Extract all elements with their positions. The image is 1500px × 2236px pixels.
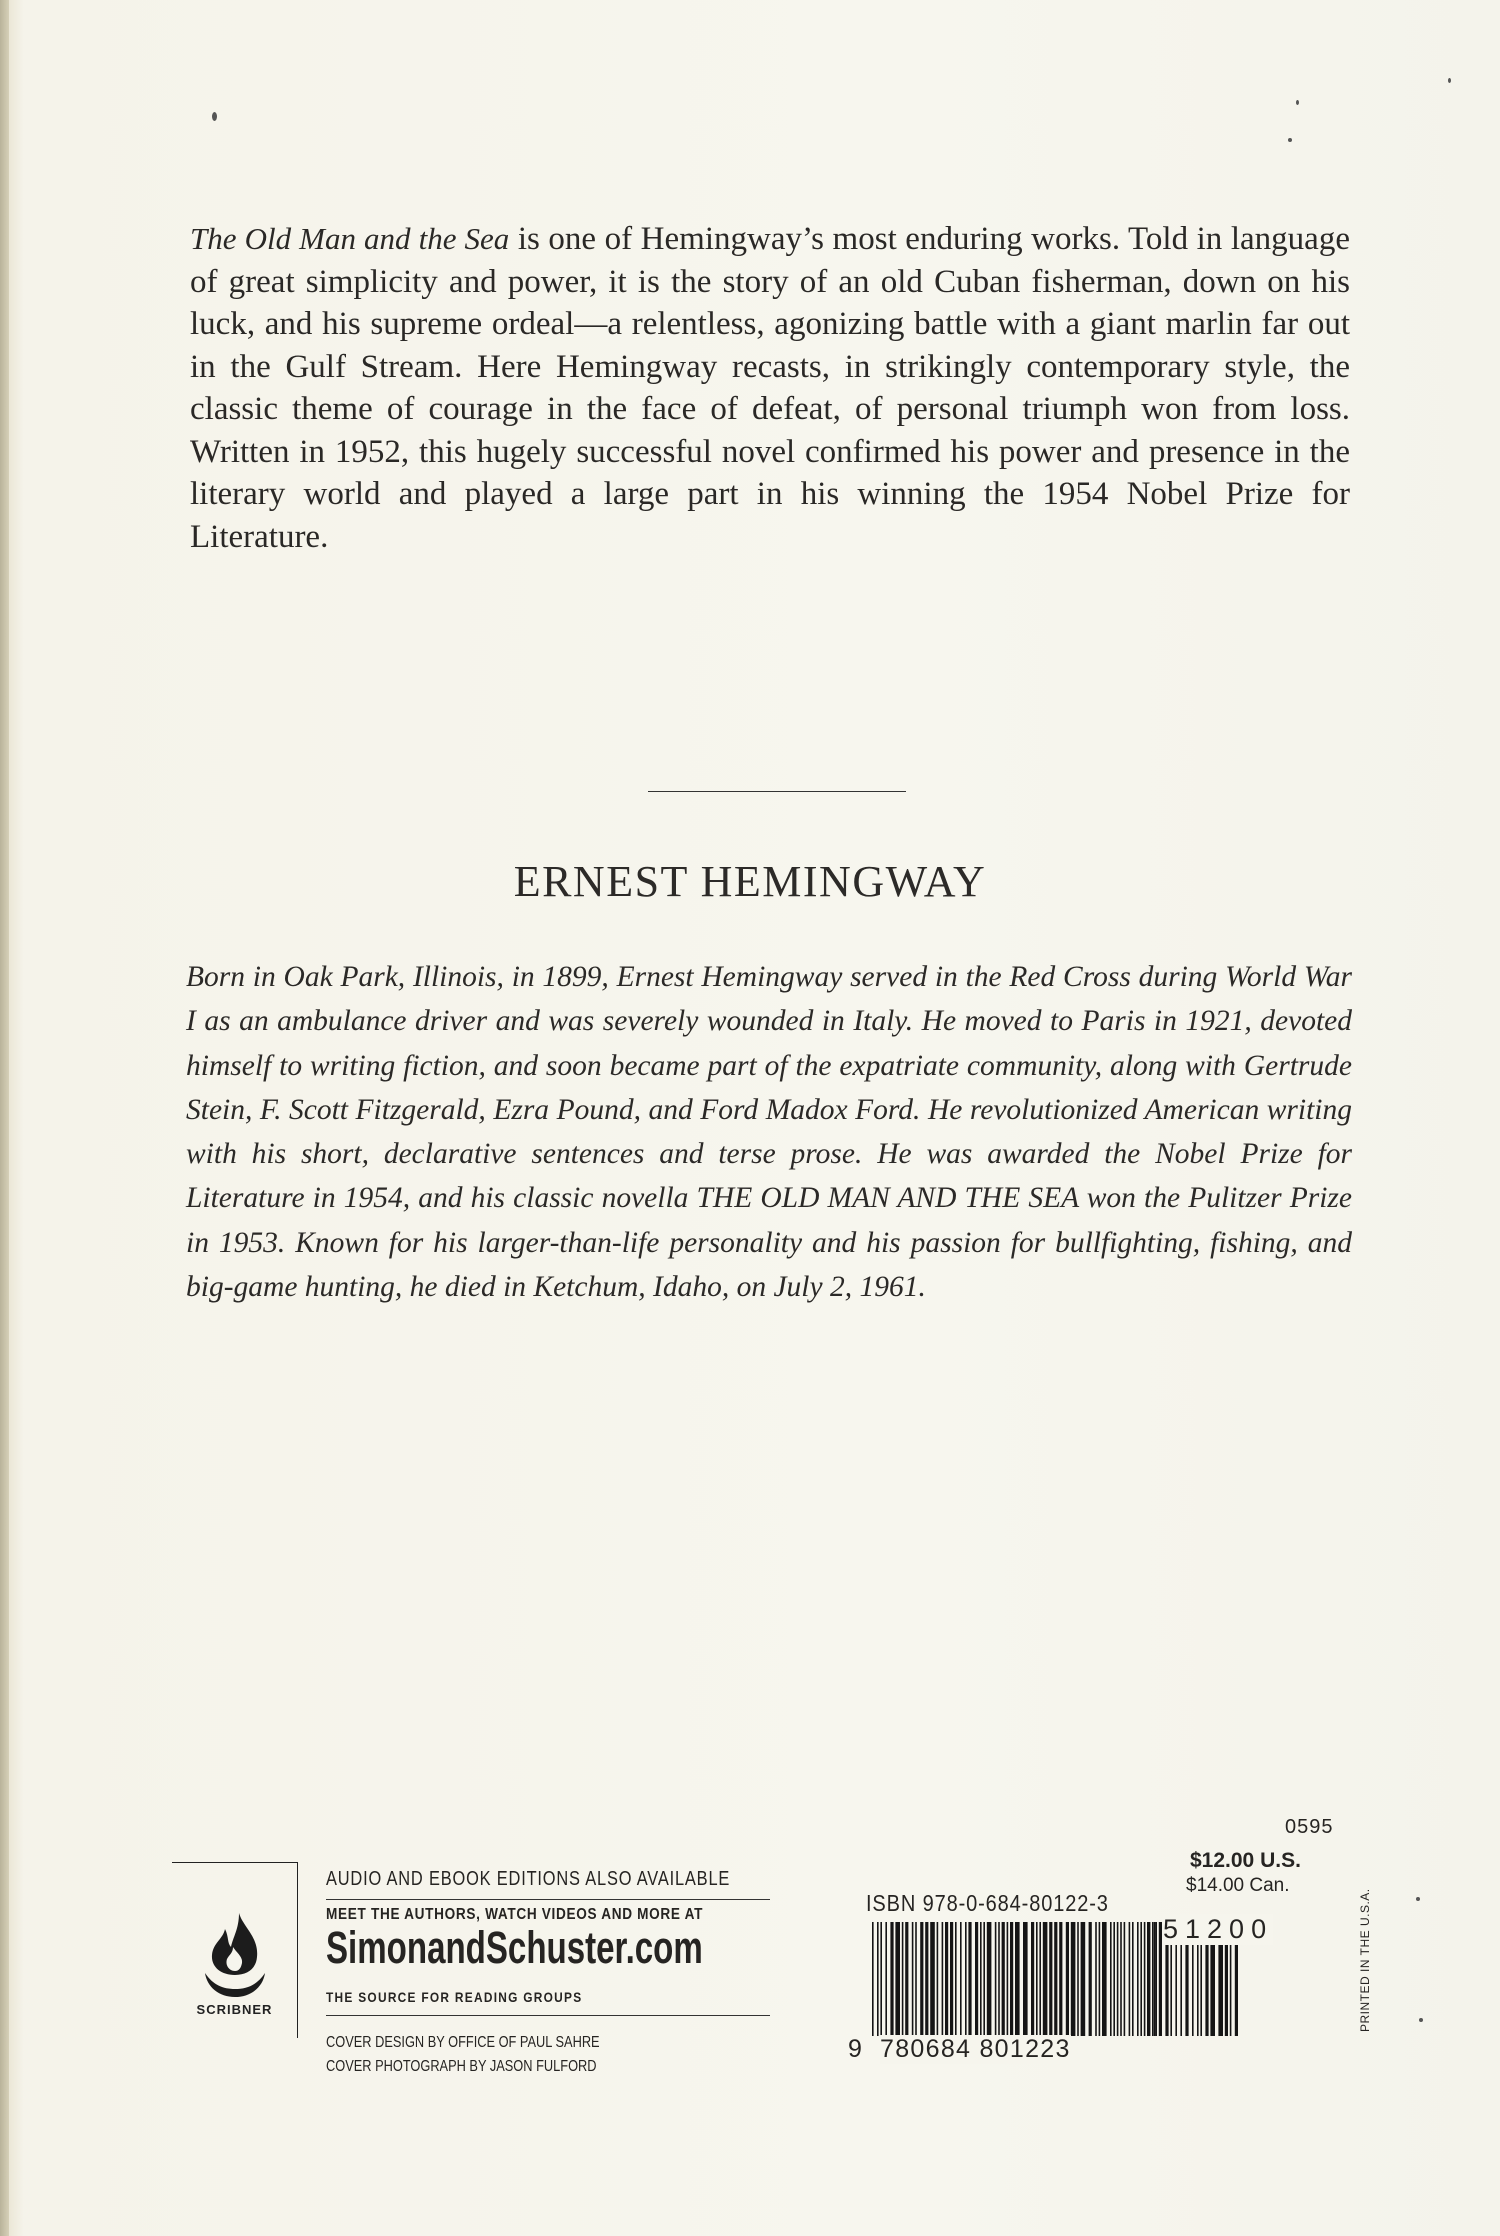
spine-edge: [0, 0, 9, 2236]
divider-line: [326, 1899, 770, 1900]
barcode-bar: [890, 1922, 893, 2036]
barcode-bar: [1043, 1922, 1048, 2036]
book-description-text: is one of Hemingway’s most enduring works. Told in language of great simplicity and power, it is the story of an old Cuban fisherman, down on his luck, and his supreme ordeal—a relentless, agonizing battle with a giant marlin far out in the Gulf Stream. Here Hemingway recasts, in strikingly contemporary style, the classic theme of courage in the face of defeat, of personal triumph won from loss. Written in 1952, this hugely successful novel confirmed his power and presence in the literary world and played a large part in his winning the 1954 Nobel Prize for Literature.: [190, 221, 1350, 555]
speck: [212, 112, 217, 121]
price-canada: $14.00 Can.: [1186, 1875, 1290, 1896]
barcode-bar: [1015, 1922, 1020, 2036]
barcode-bar: [955, 1922, 957, 2036]
barcode-bar: [1059, 1922, 1062, 2036]
barcode-bar: [885, 1922, 887, 2036]
barcode-bar: [1099, 1922, 1101, 2036]
reading-groups-tagline: THE SOURCE FOR READING GROUPS: [326, 1989, 583, 2005]
barcode-bar: [1117, 1922, 1119, 2036]
barcode-bar: [937, 1922, 939, 2036]
barcode-bar: [1140, 1922, 1142, 2036]
barcode-bar: [1155, 1922, 1157, 2036]
barcode-bar: [930, 1922, 935, 2036]
section-divider: [648, 791, 906, 792]
barcode-bar: [1002, 1922, 1005, 2036]
barcode-bar: [915, 1922, 917, 2036]
barcode-bar: [895, 1922, 900, 2036]
barcode-bar: [1102, 1922, 1107, 2036]
barcode-bar: [902, 1922, 904, 2036]
barcode-bar: [945, 1922, 948, 2036]
speck: [1416, 1897, 1420, 1901]
scribner-flame-icon: [199, 1911, 271, 1999]
barcode-bar: [1049, 1922, 1052, 2036]
barcode-bar: [965, 1922, 967, 2036]
barcode-bar: [1124, 1922, 1126, 2036]
barcode-bar: [1081, 1922, 1086, 2036]
speck: [1288, 138, 1292, 142]
barcode-bar: [968, 1922, 971, 2036]
barcode-bar: [1054, 1922, 1057, 2036]
price-supplement-digits: 51200: [1163, 1914, 1274, 1944]
speck: [1448, 78, 1451, 83]
price-code: 0595: [1285, 1816, 1334, 1838]
barcode-bar: [1129, 1922, 1131, 2036]
barcode-bar: [905, 1922, 908, 2036]
divider-line: [326, 2015, 770, 2016]
barcode-bar: [1071, 1922, 1076, 2036]
barcode-bar: [942, 1922, 944, 2036]
barcode-bar: [920, 1922, 923, 2036]
meet-authors-line: MEET THE AUTHORS, WATCH VIDEOS AND MORE AT: [326, 1906, 704, 1923]
price-us: $12.00 U.S.: [1190, 1849, 1301, 1872]
barcode-bar: [1159, 1922, 1162, 2036]
barcode-bar: [950, 1922, 953, 2036]
barcode-bar: [1120, 1922, 1122, 2036]
barcode-bar: [912, 1922, 914, 2036]
barcode-bar: [975, 1922, 978, 2036]
barcode-bar: [1137, 1922, 1139, 2036]
barcode-bar: [1077, 1922, 1079, 2036]
barcode-first-digit: 9: [848, 2035, 862, 2063]
barcode-bar: [1110, 1922, 1112, 2036]
barcode-bar: [1007, 1922, 1009, 2036]
publisher-website: SimonandSchuster.com: [326, 1922, 703, 1973]
barcode-bar: [1113, 1922, 1115, 2036]
barcode-bar: [872, 1922, 874, 2036]
barcode-bar: [1147, 1922, 1149, 2036]
printed-in-usa: PRINTED IN THE U.S.A.: [1358, 1888, 1372, 2032]
speck: [1296, 100, 1299, 105]
barcode-bar: [1039, 1922, 1041, 2036]
book-title-italic: The Old Man and the Sea: [190, 221, 510, 256]
barcode-bar: [1152, 1922, 1154, 2036]
cover-design-credit: COVER DESIGN BY OFFICE OF PAUL SAHRE: [326, 2034, 600, 2051]
barcode-bar: [987, 1922, 992, 2036]
audio-ebook-notice: AUDIO AND EBOOK EDITIONS ALSO AVAILABLE: [326, 1868, 731, 1890]
barcode-bar: [1023, 1922, 1028, 2036]
publisher-logo-box: [172, 1862, 298, 2038]
barcode-bar: [980, 1922, 982, 2036]
barcode-bar: [1089, 1922, 1092, 2036]
barcode-bar: [998, 1922, 1000, 2036]
barcode-bar: [1066, 1922, 1069, 2036]
cover-photo-credit: COVER PHOTOGRAPH BY JASON FULFORD: [326, 2058, 597, 2075]
barcode-bar: [1132, 1922, 1134, 2036]
author-biography: Born in Oak Park, Illinois, in 1899, Ernest Hemingway served in the Red Cross during World War I as an ambulance driver and was severely wounded in Italy. He moved to Paris in 1921, devoted himself to writing fiction, and soon became part of the expatriate community, along with Gertrude Stein, F. Scott Fitzgerald, Ezra Pound, and Ford Madox Ford. He revolutionized American writing with his short, declarative sentences and terse prose. He was awarded the Nobel Prize for Literature in 1954, and his classic novella THE OLD MAN AND THE SEA won the Pulitzer Prize in 1953. Known for his larger-than-life personality and his passion for bullfighting, fishing, and big-game hunting, he died in Ketchum, Idaho, on July 2, 1961.: [186, 961, 1352, 1304]
barcode-bar: [877, 1922, 879, 2036]
barcode-digits: 780684 801223: [880, 2035, 1071, 2063]
book-description: [190, 218, 1350, 558]
barcode-bar: [1036, 1922, 1038, 2036]
barcode-bar: [983, 1922, 985, 2036]
scribner-label: SCRIBNER: [196, 2002, 273, 2017]
barcode-bar: [925, 1922, 928, 2036]
barcode-bar: [960, 1922, 962, 2036]
barcode-bar: [995, 1922, 997, 2036]
barcode-bar: [1031, 1922, 1034, 2036]
isbn-label: ISBN 978-0-684-80122-3: [866, 1890, 1109, 1916]
barcode-bar: [1095, 1922, 1097, 2036]
isbn-barcode: [870, 1922, 1158, 2036]
barcode-bar: [880, 1922, 882, 2036]
author-heading: ERNEST HEMINGWAY: [513, 857, 987, 906]
speck: [1419, 2018, 1423, 2022]
barcode-bar: [1010, 1922, 1013, 2036]
